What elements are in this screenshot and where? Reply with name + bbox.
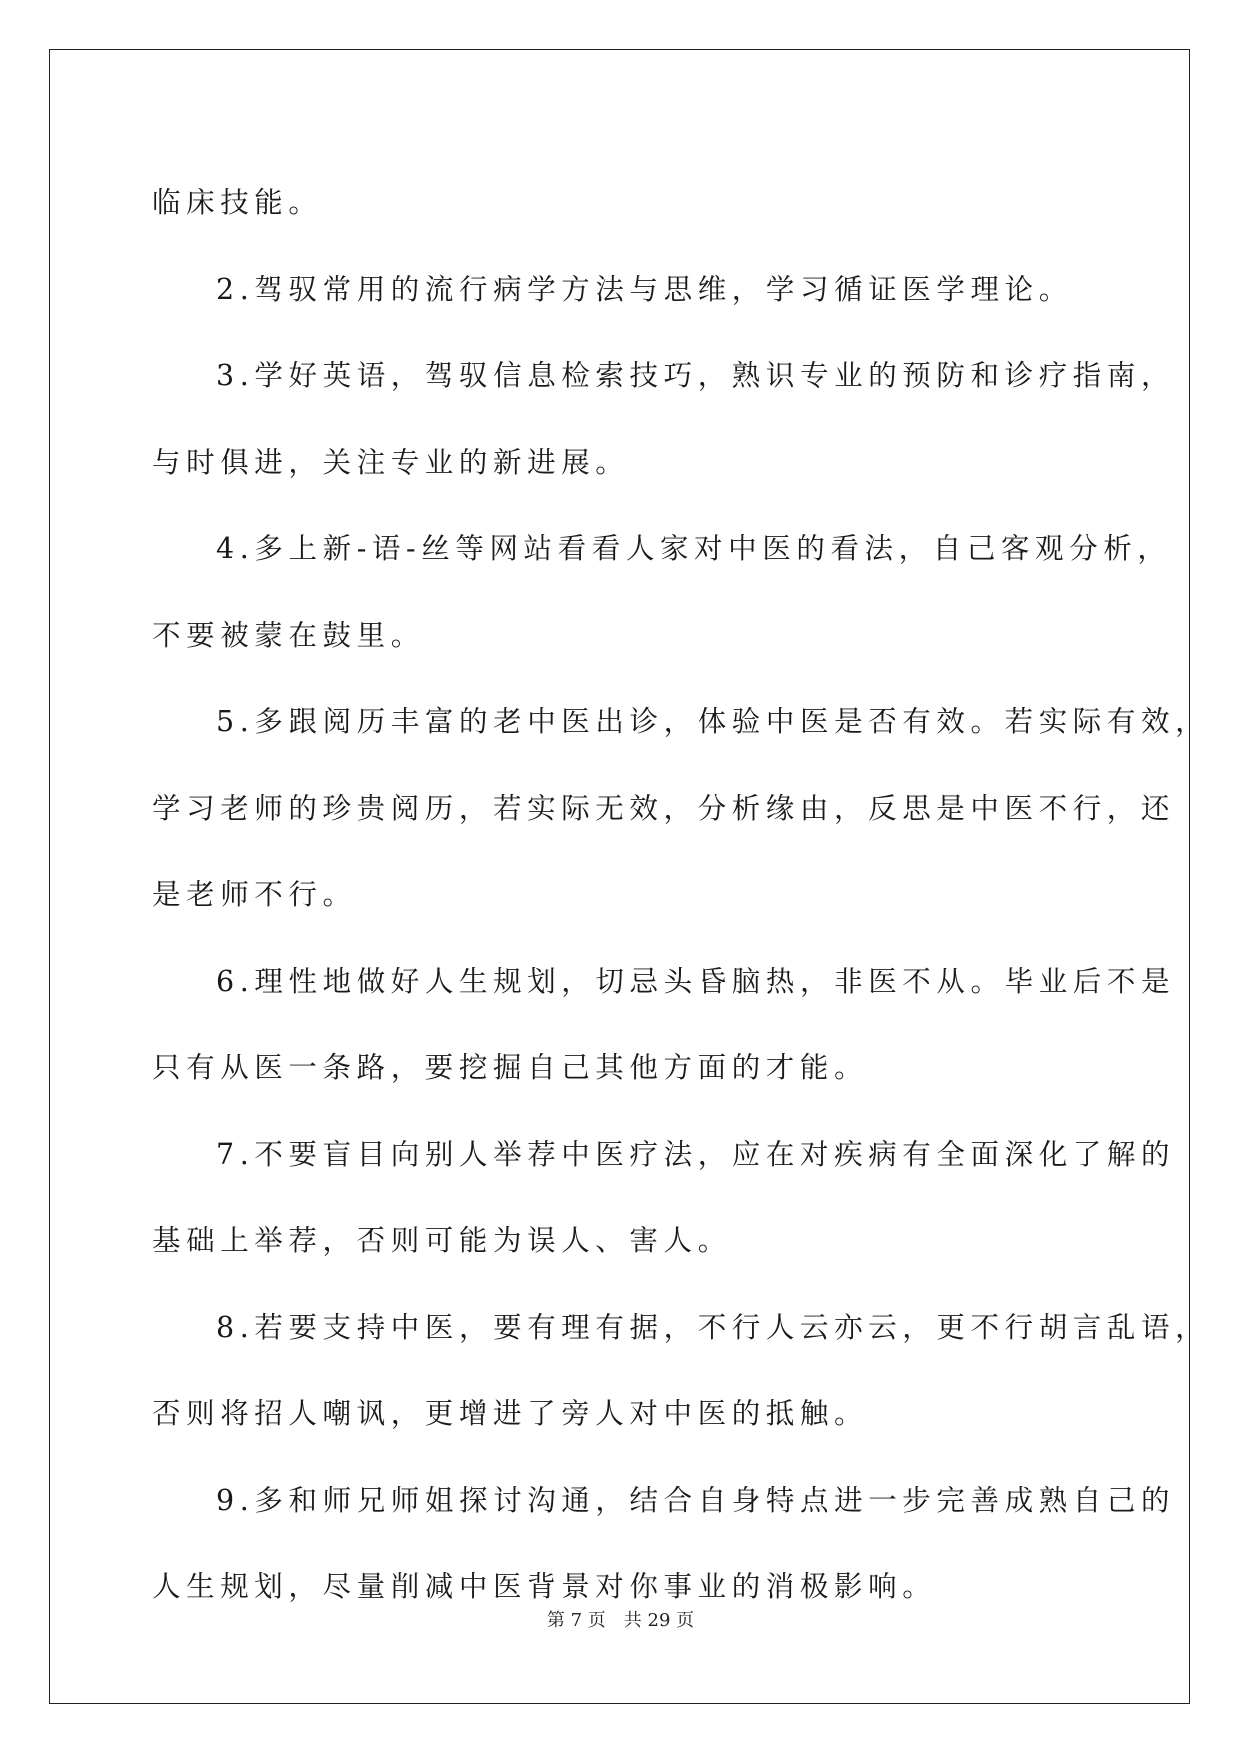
page-total: 共 29 页 [623,1610,695,1631]
text-line: 不要被蒙在鼓里。 [152,618,425,652]
text-line: 9.多和师兄师姐探讨沟通，结合自身特点进一步完善成熟自己的 [216,1483,1176,1517]
text-line: 8.若要支持中医，要有理有据，不行人云亦云，更不行胡言乱语， [216,1310,1210,1344]
text-line: 2.驾驭常用的流行病学方法与思维，学习循证医学理论。 [216,272,1073,306]
text-line: 学习老师的珍贵阅历，若实际无效，分析缘由，反思是中医不行，还 [152,791,1176,825]
text-line: 只有从医一条路，要挖掘自己其他方面的才能。 [152,1051,869,1084]
page-footer [0,1606,1241,1632]
text-line: 与时俱进，关注专业的新进展。 [152,445,630,479]
text-line: 4.多上新-语-丝等网站看看人家对中医的看法，自己客观分析， [216,532,1172,565]
text-line: 人生规划，尽量削减中医背景对你事业的消极影响。 [152,1570,937,1603]
text-line: 是老师不行。 [152,878,357,911]
page-number: 第 7 页 [546,1610,606,1631]
text-line: 临床技能。 [152,186,323,219]
text-line: 否则将招人嘲讽，更增进了旁人对中医的抵触。 [152,1397,869,1430]
text-line: 3.学好英语，驾驭信息检索技巧，熟识专业的预防和诊疗指南， [216,359,1176,392]
text-line: 基础上举荐，否则可能为误人、害人。 [152,1224,732,1257]
text-line: 7.不要盲目向别人举荐中医疗法，应在对疾病有全面深化了解的 [216,1137,1176,1171]
text-line: 6.理性地做好人生规划，切忌头昏脑热，非医不从。毕业后不是 [216,964,1176,998]
text-line: 5.多跟阅历丰富的老中医出诊，体验中医是否有效。若实际有效， [216,705,1210,738]
document-body [152,160,1210,1631]
